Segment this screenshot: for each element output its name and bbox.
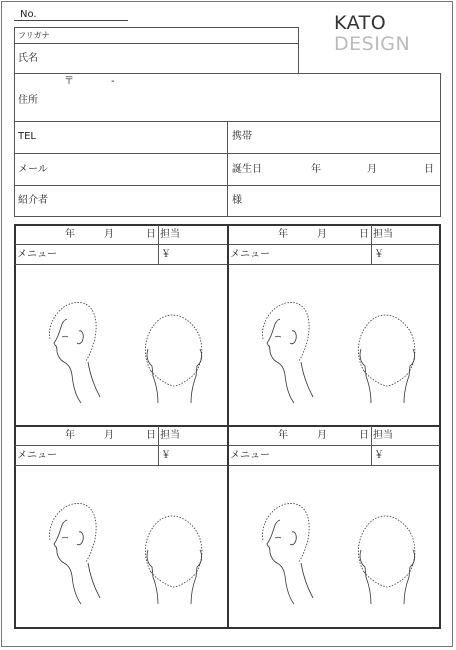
name-label: 氏名 xyxy=(18,53,38,64)
price-yen-label: ￥ xyxy=(161,249,171,260)
visit-day-label: 日 xyxy=(359,430,369,441)
visit-year-label: 年 xyxy=(278,229,288,240)
visit-card-3 xyxy=(15,426,227,628)
hair-diagram xyxy=(15,265,227,425)
referrer-label: 紹介者 xyxy=(18,195,48,206)
visit-year-label: 年 xyxy=(65,430,75,441)
visit-menu-row xyxy=(15,446,227,466)
name-box xyxy=(14,27,299,74)
brand-name-design: DESIGN xyxy=(334,33,411,55)
head-back-view-icon xyxy=(145,315,201,403)
birthday-label: 誕生日 xyxy=(232,164,262,175)
visit-card-2 xyxy=(228,225,440,425)
staff-label: 担当 xyxy=(160,430,180,441)
price-yen-label: ￥ xyxy=(161,450,171,461)
hair-diagram xyxy=(15,466,227,626)
mobile-label: 携帯 xyxy=(232,131,252,142)
visit-date-row xyxy=(228,225,440,245)
address-box xyxy=(14,73,441,122)
postal-dash: - xyxy=(111,76,115,87)
visit-date-row xyxy=(15,426,227,446)
visit-month-label: 月 xyxy=(317,229,327,240)
visit-menu-row xyxy=(15,245,227,265)
brand-logo xyxy=(334,14,410,54)
brand-name-kato: KATO xyxy=(334,12,387,34)
birthday-month-label: 月 xyxy=(367,164,377,175)
birthday-day-label: 日 xyxy=(424,164,434,175)
visit-year-label: 年 xyxy=(65,229,75,240)
head-back-view-icon xyxy=(358,516,414,604)
referrer-honorific: 様 xyxy=(232,195,242,206)
record-number-field[interactable] xyxy=(14,8,128,21)
visit-menu-row xyxy=(228,245,440,265)
record-number-label: No. xyxy=(20,9,37,20)
visit-card-4 xyxy=(228,426,440,628)
postal-mark: 〒 xyxy=(64,76,74,87)
staff-label: 担当 xyxy=(160,229,180,240)
address-label: 住所 xyxy=(18,95,38,106)
head-side-profile-icon xyxy=(50,503,100,604)
visit-date-row xyxy=(228,426,440,446)
menu-label: メニュー xyxy=(17,450,57,461)
furigana-label: フリガナ xyxy=(18,31,50,40)
visit-card-1 xyxy=(15,225,227,425)
menu-label: メニュー xyxy=(17,249,57,260)
hair-diagram xyxy=(228,265,440,425)
card-column-divider xyxy=(371,426,372,466)
visit-month-label: 月 xyxy=(104,229,114,240)
card-column-divider xyxy=(371,225,372,265)
visit-menu-row xyxy=(228,446,440,466)
staff-label: 担当 xyxy=(373,430,393,441)
visit-month-label: 月 xyxy=(317,430,327,441)
menu-label: メニュー xyxy=(230,249,270,260)
visit-date-row xyxy=(15,225,227,245)
visit-year-label: 年 xyxy=(278,430,288,441)
head-side-profile-icon xyxy=(263,503,313,604)
email-label: メール xyxy=(18,164,48,175)
price-yen-label: ￥ xyxy=(374,450,384,461)
card-column-divider xyxy=(158,225,159,265)
visit-day-label: 日 xyxy=(359,229,369,240)
card-column-divider xyxy=(158,426,159,466)
head-back-view-icon xyxy=(145,516,201,604)
contact-vertical-divider xyxy=(227,121,228,217)
hair-diagram xyxy=(228,466,440,626)
furigana-divider xyxy=(14,43,299,44)
head-back-view-icon xyxy=(358,315,414,403)
price-yen-label: ￥ xyxy=(374,249,384,260)
visit-day-label: 日 xyxy=(146,229,156,240)
menu-label: メニュー xyxy=(230,450,270,461)
visit-day-label: 日 xyxy=(146,430,156,441)
visit-month-label: 月 xyxy=(104,430,114,441)
head-side-profile-icon xyxy=(263,302,313,403)
birthday-year-label: 年 xyxy=(311,164,321,175)
head-side-profile-icon xyxy=(50,302,100,403)
tel-label: TEL xyxy=(18,131,36,142)
staff-label: 担当 xyxy=(373,229,393,240)
